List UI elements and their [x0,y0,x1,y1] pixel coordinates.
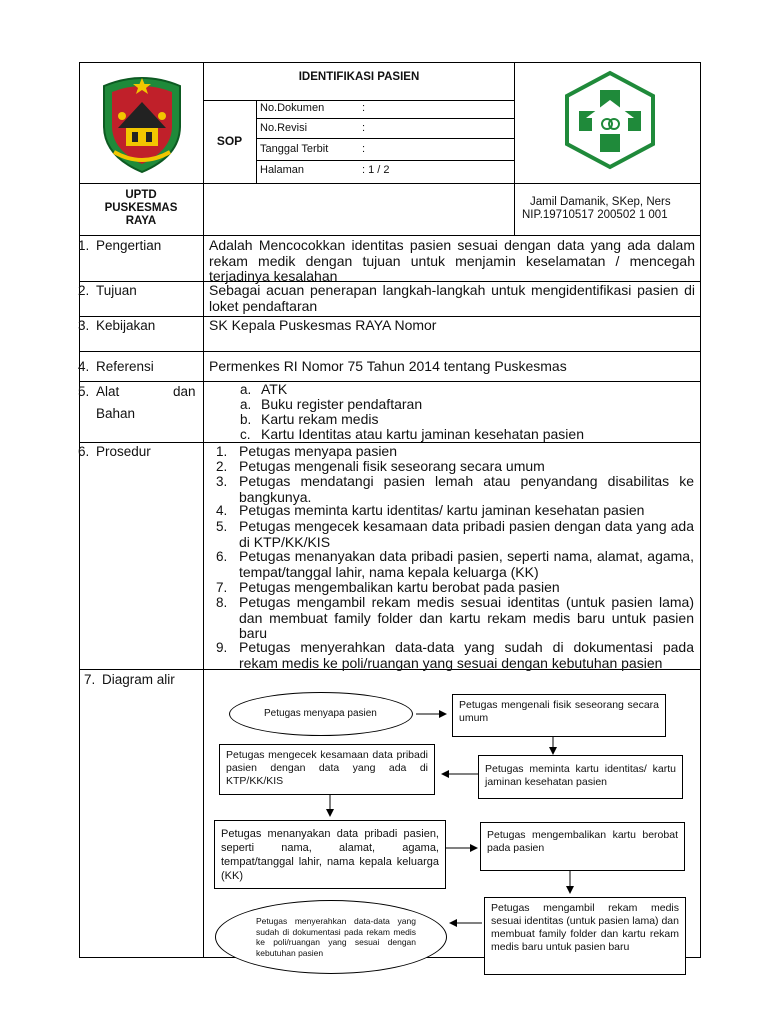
flow-node-1 [229,692,413,736]
list-item: Petugas menyerahkan data-data yang sudah di dokumentasi pada rekam medis ke poli/ruangan yang sesuai dengan kebutuhan pasien [239,639,694,671]
flow-node-text: Petugas menyapa pasien [264,708,377,719]
list-item: Petugas mendatangi pasien lemah atau penyandang disabilitas ke bangkunya. [239,473,694,505]
section-number: 1. [78,238,90,253]
doc-field-label: Halaman [260,164,305,176]
section-label-alat: Alat [96,384,120,399]
section-label-diagram: Diagram alir [102,672,175,687]
section-label-bahan: Bahan [96,406,136,421]
doc-field-label: No.Revisi [260,122,308,134]
list-item: Petugas menanyakan data pribadi pasien, seperti nama, alamat, agama, tempat/tanggal lahir, nama kepala keluarga (KK) [239,548,694,580]
flow-node-2: Petugas mengenali fisik seseorang secara umum [452,694,666,737]
section-label-alat-dan: dan [173,384,196,399]
list-item: Kartu rekam medis [261,411,379,427]
section-label-kebijakan: Kebijakan [96,318,156,333]
flow-node-8 [215,900,447,974]
doc-field-value: : 1 / 2 [362,164,390,176]
section-number: 5. [78,384,90,399]
doc-field-value: : [362,102,366,114]
list-item: Petugas meminta kartu identitas/ kartu jaminan kesehatan pasien [239,502,645,518]
flow-node-6: Petugas mengembalikan kartu berobat pada pasien [480,822,685,871]
list-marker: 5. [216,519,228,534]
sop-label: SOP [216,134,243,148]
list-item: Petugas menyapa pasien [239,443,397,459]
list-item: ATK [261,381,288,397]
list-marker: 9. [216,640,228,655]
signer-nip: NIP.19710517 200502 1 001 [522,209,668,221]
flow-node-5: Petugas menanyakan data pribadi pasien, seperti nama, alamat, agama, tempat/tanggal lahir, nama kepala keluarga (KK) [214,820,446,889]
section-number: 2. [78,283,90,298]
list-item: Petugas mengenali fisik seseorang secara umum [239,458,545,474]
list-marker: a. [240,397,252,412]
flow-node-text: Petugas menyerahkan data-data yang sudah di dokumentasi pada rekam medis ke poli/ruangan yang sesuai dengan kebutuhan pasien [256,916,416,958]
list-item: Petugas mengecek kesamaan data pribadi pasien dengan data yang ada di KTP/KK/KIS [239,518,694,550]
section-label-pengertian: Pengertian [96,238,162,253]
flow-node-3: Petugas meminta kartu identitas/ kartu jaminan kesehatan pasien [478,755,683,799]
org-name-line: UPTD [125,189,157,201]
list-marker: b. [240,412,252,427]
doc-field-value: : [362,122,366,134]
section-label-prosedur: Prosedur [96,444,151,459]
list-marker: c. [240,427,251,442]
section-label-referensi: Referensi [96,359,154,374]
kebijakan-text: SK Kepala Puskesmas RAYA Nomor [209,317,437,333]
list-item: Petugas mengembalikan kartu berobat pada pasien [239,579,560,595]
flow-node-7: Petugas mengambil rekam medis sesuai identitas (untuk pasien lama) dan membuat family folder dan kartu rekam medis baru untuk pasien baru [484,897,686,975]
referensi-text: Permenkes RI Nomor 75 Tahun 2014 tentang Puskesmas [209,358,567,374]
list-marker: 7. [216,580,228,595]
list-marker: 6. [216,549,228,564]
org-name-line: RAYA [125,215,157,227]
list-marker: 4. [216,503,228,518]
list-item: Petugas mengambil rekam medis sesuai identitas (untuk pasien lama) dan membuat family folder dan kartu rekam medis baru untuk pasien baru [239,594,694,641]
org-name-line: PUSKESMAS [104,202,178,214]
list-item: Kartu Identitas atau kartu jaminan kesehatan pasien [261,426,584,442]
section-number: 7. [84,672,96,687]
doc-field-value: : [362,143,366,155]
doc-field-label: Tanggal Terbit [260,143,329,155]
list-marker: 2. [216,459,228,474]
list-marker: 3. [216,474,228,489]
page-title: IDENTIFIKASI PASIEN [298,71,420,83]
section-number: 3. [78,318,90,333]
doc-field-label: No.Dokumen [260,102,325,114]
list-marker: 8. [216,595,228,610]
section-number: 4. [78,359,90,374]
list-item: Buku register pendaftaran [261,396,423,412]
tujuan-text: Sebagai acuan penerapan langkah-langkah untuk mengidentifikasi pasien di loket pendaftaran [209,282,695,314]
list-marker: a. [240,382,252,397]
section-label-tujuan: Tujuan [96,283,137,298]
signer-name: Jamil Damanik, SKep, Ners [530,196,671,208]
pengertian-text: Adalah Mencocokkan identitas pasien sesuai dengan data yang ada dalam rekam medik dengan tujuan untuk menjamin keselamatan / mencegah terjadinya kesalahan [209,237,695,284]
section-number: 6. [78,444,90,459]
flow-node-4: Petugas mengecek kesamaan data pribadi pasien dengan data yang ada di KTP/KK/KIS [219,744,435,795]
list-marker: 1. [216,444,228,459]
